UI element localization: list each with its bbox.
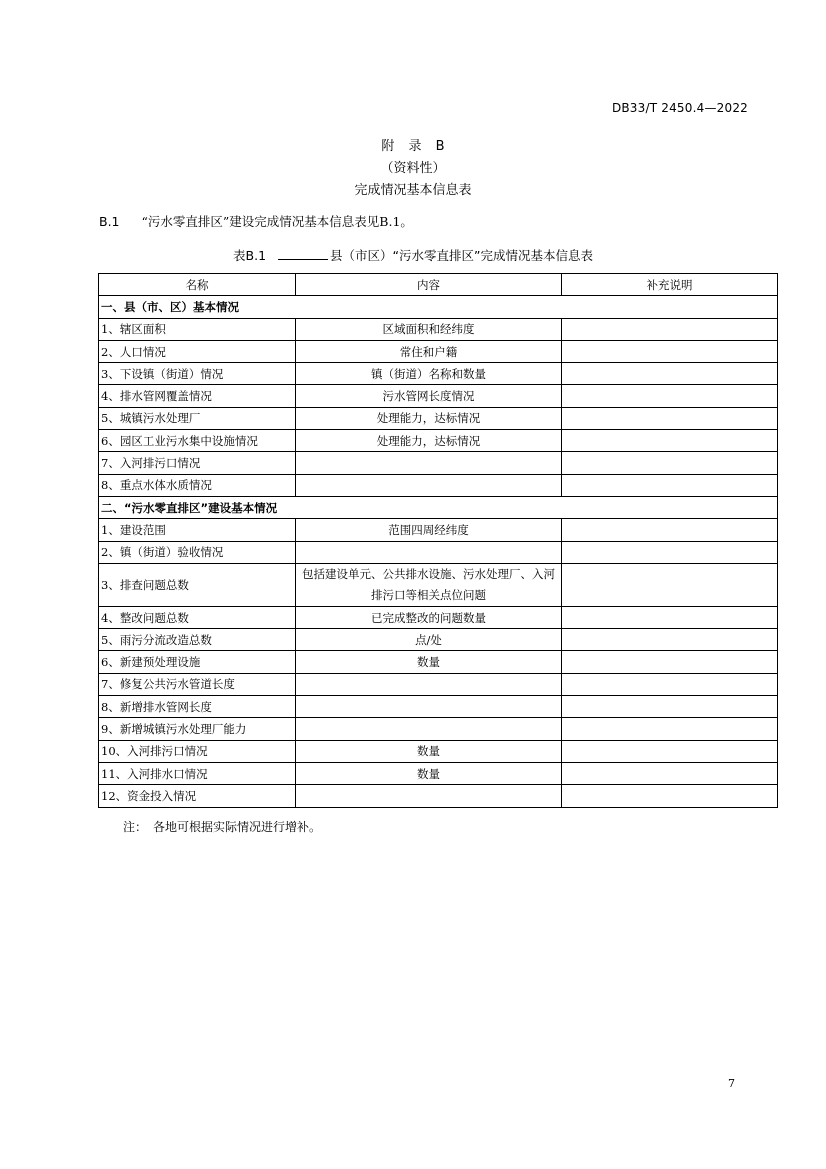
table-row <box>99 785 778 807</box>
row-content: 污水管网长度情况 <box>296 385 562 407</box>
table-row <box>99 563 778 606</box>
table-number: 表B.1 <box>233 248 267 263</box>
row-content <box>296 785 562 807</box>
row-content <box>296 541 562 563</box>
row-content: 包括建设单元、公共排水设施、污水处理厂、入河排污口等相关点位问题 <box>296 563 562 606</box>
row-name: 1、建设范围 <box>99 519 296 541</box>
row-content: 点/处 <box>296 629 562 651</box>
row-content <box>296 474 562 496</box>
section-title: 二、“污水零直排区”建设基本情况 <box>99 496 778 518</box>
table-row <box>99 696 778 718</box>
row-note <box>562 606 778 628</box>
row-note <box>562 363 778 385</box>
row-note <box>562 519 778 541</box>
column-header-note: 补充说明 <box>562 274 778 296</box>
table-row <box>99 629 778 651</box>
table-row <box>99 740 778 762</box>
row-content: 数量 <box>296 651 562 673</box>
section-title: 一、县（市、区）基本情况 <box>99 296 778 318</box>
row-content: 镇（街道）名称和数量 <box>296 363 562 385</box>
row-note <box>562 318 778 340</box>
note-label: 注： <box>123 820 148 834</box>
clause-text: “污水零直排区”建设完成情况基本信息表见B.1。 <box>141 214 413 229</box>
table-row <box>99 651 778 673</box>
section-row <box>99 496 778 518</box>
row-name: 5、雨污分流改造总数 <box>99 629 296 651</box>
table-row <box>99 363 778 385</box>
table-row <box>99 407 778 429</box>
row-content <box>296 718 562 740</box>
table-row <box>99 474 778 496</box>
table-body <box>99 296 778 807</box>
row-note <box>562 651 778 673</box>
row-name: 2、人口情况 <box>99 340 296 362</box>
row-note <box>562 340 778 362</box>
table-title <box>0 246 826 264</box>
table-header-row <box>99 274 778 296</box>
row-name: 7、修复公共污水管道长度 <box>99 673 296 695</box>
row-note <box>562 563 778 606</box>
row-name: 11、入河排水口情况 <box>99 762 296 784</box>
row-name: 8、新增排水管网长度 <box>99 696 296 718</box>
table-row <box>99 452 778 474</box>
row-note <box>562 718 778 740</box>
row-note <box>562 407 778 429</box>
row-name: 9、新增城镇污水处理厂能力 <box>99 718 296 740</box>
clause-b1 <box>99 212 413 230</box>
row-name: 1、辖区面积 <box>99 318 296 340</box>
row-content: 范围四周经纬度 <box>296 519 562 541</box>
row-note <box>562 430 778 452</box>
row-name: 10、入河排污口情况 <box>99 740 296 762</box>
row-name: 12、资金投入情况 <box>99 785 296 807</box>
row-name: 2、镇（街道）验收情况 <box>99 541 296 563</box>
row-note <box>562 452 778 474</box>
table-row <box>99 606 778 628</box>
page-number: 7 <box>728 1077 735 1090</box>
row-note <box>562 740 778 762</box>
table-footnote <box>123 818 321 835</box>
row-name: 8、重点水体水质情况 <box>99 474 296 496</box>
row-name: 5、城镇污水处理厂 <box>99 407 296 429</box>
row-content: 数量 <box>296 762 562 784</box>
table-row <box>99 385 778 407</box>
row-content: 数量 <box>296 740 562 762</box>
column-header-name: 名称 <box>99 274 296 296</box>
clause-number: B.1 <box>99 214 120 229</box>
row-note <box>562 696 778 718</box>
table-row <box>99 718 778 740</box>
section-row <box>99 296 778 318</box>
appendix-nature: （资料性） <box>380 161 446 176</box>
row-name: 3、排查问题总数 <box>99 563 296 606</box>
row-name: 6、园区工业污水集中设施情况 <box>99 430 296 452</box>
fill-in-blank <box>278 247 328 260</box>
note-text: 各地可根据实际情况进行增补。 <box>153 820 322 834</box>
row-content: 处理能力，达标情况 <box>296 430 562 452</box>
row-note <box>562 385 778 407</box>
row-name: 7、入河排污口情况 <box>99 452 296 474</box>
appendix-title: 附 录 B <box>381 139 445 154</box>
row-note <box>562 785 778 807</box>
table-row <box>99 541 778 563</box>
info-table <box>98 273 778 808</box>
row-name: 3、下设镇（街道）情况 <box>99 363 296 385</box>
row-name: 6、新建预处理设施 <box>99 651 296 673</box>
document-code: DB33/T 2450.4—2022 <box>611 101 748 115</box>
table-row <box>99 519 778 541</box>
row-note <box>562 541 778 563</box>
row-note <box>562 474 778 496</box>
row-content <box>296 696 562 718</box>
row-name: 4、排水管网覆盖情况 <box>99 385 296 407</box>
table-row <box>99 762 778 784</box>
row-content: 已完成整改的问题数量 <box>296 606 562 628</box>
row-note <box>562 673 778 695</box>
row-content <box>296 452 562 474</box>
table-row <box>99 430 778 452</box>
row-note <box>562 629 778 651</box>
table-title-text: 县（市区）“污水零直排区”完成情况基本信息表 <box>330 248 593 263</box>
row-content <box>296 673 562 695</box>
row-content: 处理能力，达标情况 <box>296 407 562 429</box>
row-name: 4、整改问题总数 <box>99 606 296 628</box>
row-content: 常住和户籍 <box>296 340 562 362</box>
column-header-content: 内容 <box>296 274 562 296</box>
appendix-heading: 完成情况基本信息表 <box>354 183 472 198</box>
row-content: 区域面积和经纬度 <box>296 318 562 340</box>
table-row <box>99 318 778 340</box>
table-row <box>99 673 778 695</box>
table-row <box>99 340 778 362</box>
row-note <box>562 762 778 784</box>
